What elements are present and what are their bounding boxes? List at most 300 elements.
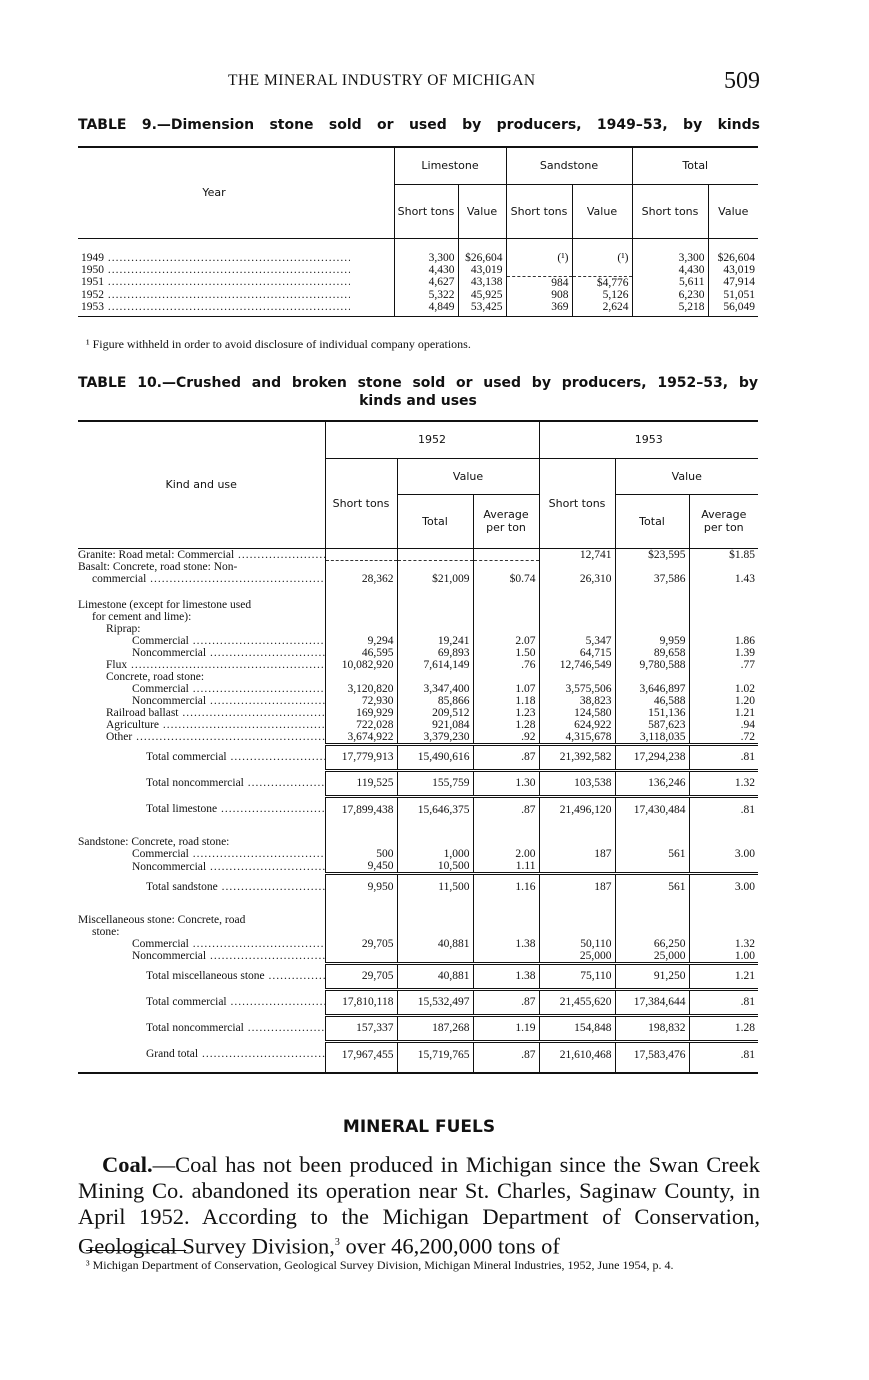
table9-subcol: Value [458, 184, 506, 238]
table10-cell: 3,118,035 [615, 731, 689, 745]
table10-cell [473, 623, 539, 635]
table9-year: 1953 ..... [78, 301, 350, 313]
table10-cell: 1.32 [689, 770, 758, 796]
table10-cell [615, 561, 689, 573]
table10-cell: 17,294,238 [615, 744, 689, 770]
table10-cell: 151,136 [615, 707, 689, 719]
table10-cell [325, 671, 397, 683]
table9-cell: $4,776 [572, 276, 632, 289]
table9-cell: 51,051 [708, 289, 758, 301]
table10-cell [615, 623, 689, 635]
table10-cell [397, 926, 473, 938]
table10-cell [615, 671, 689, 683]
table10-cell: 15,719,765 [397, 1041, 473, 1067]
table10-cell: 19,241 [397, 635, 473, 647]
table10-cell: 9,294 [325, 635, 397, 647]
table10-cell: 154,848 [539, 1015, 615, 1041]
table10-label: for cement and lime): [92, 610, 192, 623]
table10-row [78, 707, 758, 719]
table9-cell: $26,604 [458, 252, 506, 264]
table10-cell: 46,595 [325, 647, 397, 659]
table10-cell: 1.18 [473, 695, 539, 707]
table10-cell: 1.16 [473, 874, 539, 900]
table10-cell [615, 599, 689, 611]
table10-cell: 21,610,468 [539, 1041, 615, 1067]
table10-cell: 17,810,118 [325, 989, 397, 1015]
table10-cell: 3,379,230 [397, 731, 473, 745]
table10-cell [325, 926, 397, 938]
table9-cell: 908 [506, 289, 572, 301]
table10-cell: 1.38 [473, 938, 539, 950]
table10-cell: 500 [325, 848, 397, 860]
table10-cell [325, 611, 397, 623]
page-header [78, 68, 760, 96]
table10-cell: .94 [689, 719, 758, 731]
table10-cell: .87 [473, 744, 539, 770]
table9-subcol: Short tons [632, 184, 708, 238]
table9-group-sandstone: Sandstone [506, 148, 632, 184]
table10-row [78, 731, 758, 745]
table10-cell: 1.20 [689, 695, 758, 707]
table10-cell: .81 [689, 1041, 758, 1067]
table10-cell: 9,959 [615, 635, 689, 647]
table10-cell: 624,922 [539, 719, 615, 731]
table10-label: Granite: Road metal: Commercial ..... [78, 549, 325, 561]
table10-cell [397, 950, 473, 964]
table9-cell: 5,611 [632, 276, 708, 289]
table9-row [78, 301, 758, 313]
table10-cell: 9,950 [325, 874, 397, 900]
table10-row [78, 719, 758, 731]
table10-cell: 91,250 [615, 963, 689, 989]
table10-label: Total noncommercial ..... [78, 1015, 325, 1041]
table10-label: Basalt: Concrete, road stone: Non- [78, 560, 238, 573]
table10-cell: 66,250 [615, 938, 689, 950]
table9-group-limestone: Limestone [394, 148, 506, 184]
table9-cell: 43,019 [458, 264, 506, 276]
table10-cell [325, 561, 397, 573]
table10-cell [615, 836, 689, 848]
table10-grid [78, 422, 758, 549]
table10-cell: 12,746,549 [539, 659, 615, 671]
table10-cell: 1.23 [473, 707, 539, 719]
table10-label: Other ..... [78, 731, 325, 745]
table10-label: Total noncommercial ..... [78, 770, 325, 796]
table9-row [78, 276, 758, 289]
table10-label: Noncommercial ..... [78, 647, 325, 659]
table10-cell: .72 [689, 731, 758, 745]
table9-cell: 4,627 [394, 276, 458, 289]
page-number: 509 [724, 68, 760, 94]
table10-cell [615, 926, 689, 938]
table10-cell: 2.07 [473, 635, 539, 647]
table9-row [78, 289, 758, 301]
table10-cell: 1.02 [689, 683, 758, 695]
para-text: —Coal has not been produced in Michigan since the Swan Creek Mining Co. abandoned its operation near St. Charles, Saginaw County, in April 1952. According to the Michigan Department of Conservation, Geological Survey Division, [78, 1152, 760, 1259]
table10-cell: 3,347,400 [397, 683, 473, 695]
table10-cell: 3,120,820 [325, 683, 397, 695]
table10-cell: 1.50 [473, 647, 539, 659]
table9-year: 1949 ..... [78, 252, 350, 264]
table10-row [78, 836, 758, 848]
table9-group-total: Total [632, 148, 758, 184]
footnote-rule [86, 1250, 186, 1251]
table10-label: Agriculture ..... [78, 719, 325, 731]
table10-cell [689, 611, 758, 623]
table10-cell: 17,430,484 [615, 796, 689, 822]
table10-cell [325, 623, 397, 635]
table10-cell [473, 836, 539, 848]
table9-cell: 45,925 [458, 289, 506, 301]
table10-label: Total limestone ..... [78, 796, 325, 822]
table9-cell: 53,425 [458, 301, 506, 313]
table10-cell [689, 860, 758, 874]
table10-row [78, 549, 758, 561]
table10-cell: 5,347 [539, 635, 615, 647]
table10-cell: 40,881 [397, 963, 473, 989]
table9-cell: 2,624 [572, 301, 632, 313]
table10-row [78, 635, 758, 647]
section-heading: MINERAL FUELS [342, 1117, 496, 1137]
table10-cell: .76 [473, 659, 539, 671]
table10-cell [325, 599, 397, 611]
table10-cell [689, 599, 758, 611]
table10-cell: 187 [539, 848, 615, 860]
table10-cell: 3.00 [689, 874, 758, 900]
table10-cell: .81 [689, 796, 758, 822]
table10-cell: $23,595 [615, 549, 689, 561]
table10-row [78, 744, 758, 770]
table10-cell: 21,496,120 [539, 796, 615, 822]
table10-cell: 69,893 [397, 647, 473, 659]
table10-cell [473, 611, 539, 623]
table10-cell: 1.86 [689, 635, 758, 647]
table10-cell [615, 611, 689, 623]
table10-row [78, 950, 758, 964]
table9-cell: 5,322 [394, 289, 458, 301]
para-lead: Coal. [102, 1152, 153, 1177]
table10-cell [397, 561, 473, 573]
running-head: THE MINERAL INDUSTRY OF MICHIGAN [228, 72, 536, 89]
table10-cell: .87 [473, 796, 539, 822]
table9-cell: 4,849 [394, 301, 458, 313]
table10-cell: 1.21 [689, 963, 758, 989]
table9-cell: 43,019 [708, 264, 758, 276]
table10-cell: 40,881 [397, 938, 473, 950]
table10-cell [539, 561, 615, 573]
table10-cell: 17,779,913 [325, 744, 397, 770]
table9-year: 1950 ..... [78, 264, 350, 276]
table10-cell [473, 950, 539, 964]
table10-cell: 75,110 [539, 963, 615, 989]
table10-cell: 15,490,616 [397, 744, 473, 770]
table10-cell [325, 549, 397, 561]
table9-subcol: Short tons [394, 184, 458, 238]
table10-cell: 1.30 [473, 770, 539, 796]
table9-grid [78, 148, 758, 252]
table10-cell [397, 914, 473, 926]
table10-label: Flux ..... [78, 659, 325, 671]
table9-cell: 6,230 [632, 289, 708, 301]
table10-row [78, 623, 758, 635]
table10-avg-1953: Average per ton [689, 494, 758, 548]
table10-cell: 25,000 [615, 950, 689, 964]
table10-cell: 187 [539, 874, 615, 900]
table10-cell [539, 860, 615, 874]
table10-cell: 38,823 [539, 695, 615, 707]
table10-row [78, 989, 758, 1015]
table10-cell [325, 836, 397, 848]
table10-cell [539, 914, 615, 926]
table10-cell: 1.38 [473, 963, 539, 989]
table10-cell [689, 623, 758, 635]
table10-row [78, 573, 758, 585]
table10-title-line1: TABLE 10.—Crushed and broken stone sold or used by producers, 1952–53, by [78, 375, 758, 391]
table9-subcol: Short tons [506, 184, 572, 238]
table10-cell: 50,110 [539, 938, 615, 950]
table10-cell: .92 [473, 731, 539, 745]
table10-row [78, 963, 758, 989]
table10-cell: 9,450 [325, 860, 397, 874]
table9-cell: 369 [506, 301, 572, 313]
table10-year-1953: 1953 [539, 422, 758, 458]
table10-cell [473, 599, 539, 611]
table10-label: Commercial ..... [78, 635, 325, 647]
table10-cell [325, 914, 397, 926]
table10-cell [397, 836, 473, 848]
table10-short-tons-1952: Short tons [325, 458, 397, 548]
table9-year: 1952 ..... [78, 289, 350, 301]
table10-row [78, 770, 758, 796]
table10-title-line2: kinds and uses [359, 393, 477, 409]
table10-cell: 26,310 [539, 573, 615, 585]
table10-cell: $0.74 [473, 573, 539, 585]
table10-cell: 561 [615, 848, 689, 860]
table10-row [78, 599, 758, 611]
table10-kind-header: Kind and use [78, 422, 325, 548]
table10-row [78, 695, 758, 707]
table10-cell [397, 623, 473, 635]
table10-cell: 25,000 [539, 950, 615, 964]
table9-row [78, 264, 758, 276]
table9-subcol: Value [708, 184, 758, 238]
table9-row [78, 252, 758, 264]
table10-cell [539, 599, 615, 611]
table10-cell: 1.19 [473, 1015, 539, 1041]
table10-total-1952: Total [397, 494, 473, 548]
table10-cell: $21,009 [397, 573, 473, 585]
table9-subcol: Value [572, 184, 632, 238]
table10-label: stone: [92, 925, 120, 938]
table10-cell: 1.11 [473, 860, 539, 874]
table10-value-1953: Value [615, 458, 758, 494]
table9-cell: 5,218 [632, 301, 708, 313]
table10-cell: 1.21 [689, 707, 758, 719]
table10-cell: 64,715 [539, 647, 615, 659]
table10-label: Sandstone: Concrete, road stone: [78, 836, 230, 848]
table10-row [78, 926, 758, 938]
table10-cell: 3,575,506 [539, 683, 615, 695]
table10-cell: 28,362 [325, 573, 397, 585]
table10-cell: 187,268 [397, 1015, 473, 1041]
table10-cell: 9,780,588 [615, 659, 689, 671]
para-footnote-ref: 3 [334, 1237, 340, 1248]
table10-cell [539, 623, 615, 635]
table10-row [78, 860, 758, 874]
table9-cell: 4,430 [632, 264, 708, 276]
table9-cell: 984 [506, 276, 572, 289]
table10-label: commercial ..... [78, 573, 325, 585]
table10-cell: 198,832 [615, 1015, 689, 1041]
table10-cell [615, 860, 689, 874]
table10-cell [689, 561, 758, 573]
table10-label: Riprap: [106, 622, 141, 635]
table10-cell: 1.07 [473, 683, 539, 695]
table10-cell: 1.32 [689, 938, 758, 950]
table10-label: Grand total ..... [78, 1041, 325, 1067]
table10-cell [689, 671, 758, 683]
table10-cell: 587,623 [615, 719, 689, 731]
table10-cell: 119,525 [325, 770, 397, 796]
table10-value-1952: Value [397, 458, 539, 494]
table10-cell: 17,583,476 [615, 1041, 689, 1067]
table10-cell [539, 611, 615, 623]
table10-cell: .87 [473, 989, 539, 1015]
table10-cell [473, 914, 539, 926]
table10-cell [539, 671, 615, 683]
table10-cell [689, 836, 758, 848]
table9-cell: 5,126 [572, 289, 632, 301]
table10-cell: 12,741 [539, 549, 615, 561]
table10-cell: 17,384,644 [615, 989, 689, 1015]
table10-cell [397, 611, 473, 623]
table10-year-1952: 1952 [325, 422, 539, 458]
table9-cell: 47,914 [708, 276, 758, 289]
table10-label: Noncommercial ..... [78, 860, 325, 874]
table10-label: Noncommercial ..... [78, 695, 325, 707]
table10-cell [539, 836, 615, 848]
table10-cell: 85,866 [397, 695, 473, 707]
table9 [78, 146, 758, 317]
table10-cell: 21,455,620 [539, 989, 615, 1015]
table10-row [78, 1015, 758, 1041]
table10-row [78, 659, 758, 671]
table10-cell: 124,580 [539, 707, 615, 719]
table9-cell: 4,430 [394, 264, 458, 276]
table10-cell: 72,930 [325, 695, 397, 707]
table9-cell: 3,300 [394, 252, 458, 264]
table10-label: Total sandstone ..... [78, 874, 325, 900]
table10-cell: 21,392,582 [539, 744, 615, 770]
table9-cell [506, 264, 572, 276]
table10-cell: 10,500 [397, 860, 473, 874]
table10-row [78, 683, 758, 695]
table10-cell: 1,000 [397, 848, 473, 860]
table10-avg-1952: Average per ton [473, 494, 539, 548]
table10-cell: 2.00 [473, 848, 539, 860]
table9-cell: $26,604 [708, 252, 758, 264]
table10-cell: 155,759 [397, 770, 473, 796]
table9-title: TABLE 9.—Dimension stone sold or used by producers, 1949–53, by kinds [78, 117, 760, 133]
table10-cell [689, 926, 758, 938]
table9-cell: (¹) [572, 252, 632, 264]
table10-cell: 169,929 [325, 707, 397, 719]
table10-total-1953: Total [615, 494, 689, 548]
page-footnote: ³ Michigan Department of Conservation, Geological Survey Division, Michigan Mineral Industries, 1952, June 1954, p. 4. [86, 1258, 674, 1272]
table10-cell: 29,705 [325, 963, 397, 989]
table10-cell: 15,646,375 [397, 796, 473, 822]
table10-row [78, 611, 758, 623]
coal-paragraph [78, 1152, 760, 1260]
table10-cell [473, 671, 539, 683]
table10-label: Total commercial ..... [78, 989, 325, 1015]
table10-cell: .81 [689, 744, 758, 770]
table9-cell: 3,300 [632, 252, 708, 264]
table10-cell: 11,500 [397, 874, 473, 900]
table9-body [78, 252, 758, 317]
table10-row [78, 914, 758, 926]
table10-cell: .81 [689, 989, 758, 1015]
table10-cell [397, 671, 473, 683]
table10-cell: 103,538 [539, 770, 615, 796]
table10-label: Total commercial ..... [78, 744, 325, 770]
table10-cell [473, 926, 539, 938]
table10-cell: 3,674,922 [325, 731, 397, 745]
table10-cell: 3.00 [689, 848, 758, 860]
table10-label: Miscellaneous stone: Concrete, road [78, 913, 246, 926]
table10-row [78, 848, 758, 860]
table10-short-tons-1953: Short tons [539, 458, 615, 548]
table9-cell: 56,049 [708, 301, 758, 313]
table10-row [78, 1041, 758, 1067]
para-end: over 46,200,000 tons of [339, 1233, 560, 1259]
table10-body [78, 549, 758, 1075]
table10-label: Limestone (except for limestone used [78, 598, 252, 611]
table10-cell: 722,028 [325, 719, 397, 731]
table9-cell: (¹) [506, 252, 572, 264]
table10-cell: 15,532,497 [397, 989, 473, 1015]
table10-row [78, 874, 758, 900]
table10-cell: 1.43 [689, 573, 758, 585]
table10-cell [689, 914, 758, 926]
table10-row [78, 561, 758, 573]
table10-label: Railroad ballast ..... [78, 707, 325, 719]
table10-cell: 1.39 [689, 647, 758, 659]
table10-cell: 29,705 [325, 938, 397, 950]
table10-cell: 17,899,438 [325, 796, 397, 822]
table10-cell: 157,337 [325, 1015, 397, 1041]
table10-label: Commercial ..... [78, 938, 325, 950]
table10-cell: 89,658 [615, 647, 689, 659]
table10-cell: 17,967,455 [325, 1041, 397, 1067]
table10-cell: $1.85 [689, 549, 758, 561]
table10-label: Commercial ..... [78, 848, 325, 860]
table9-footnote: ¹ Figure withheld in order to avoid disclosure of individual company operations. [86, 337, 471, 351]
table10-cell: .77 [689, 659, 758, 671]
table10-cell: 46,588 [615, 695, 689, 707]
table10-cell: 3,646,897 [615, 683, 689, 695]
table10-cell: 921,084 [397, 719, 473, 731]
table10-cell: 7,614,149 [397, 659, 473, 671]
table10-cell [539, 926, 615, 938]
table10-cell [473, 561, 539, 573]
table10-cell [325, 950, 397, 964]
table10-row [78, 647, 758, 659]
table10-cell [397, 599, 473, 611]
table10-row [78, 938, 758, 950]
table9-year: 1951 ..... [78, 276, 350, 289]
table10-cell: 1.00 [689, 950, 758, 964]
